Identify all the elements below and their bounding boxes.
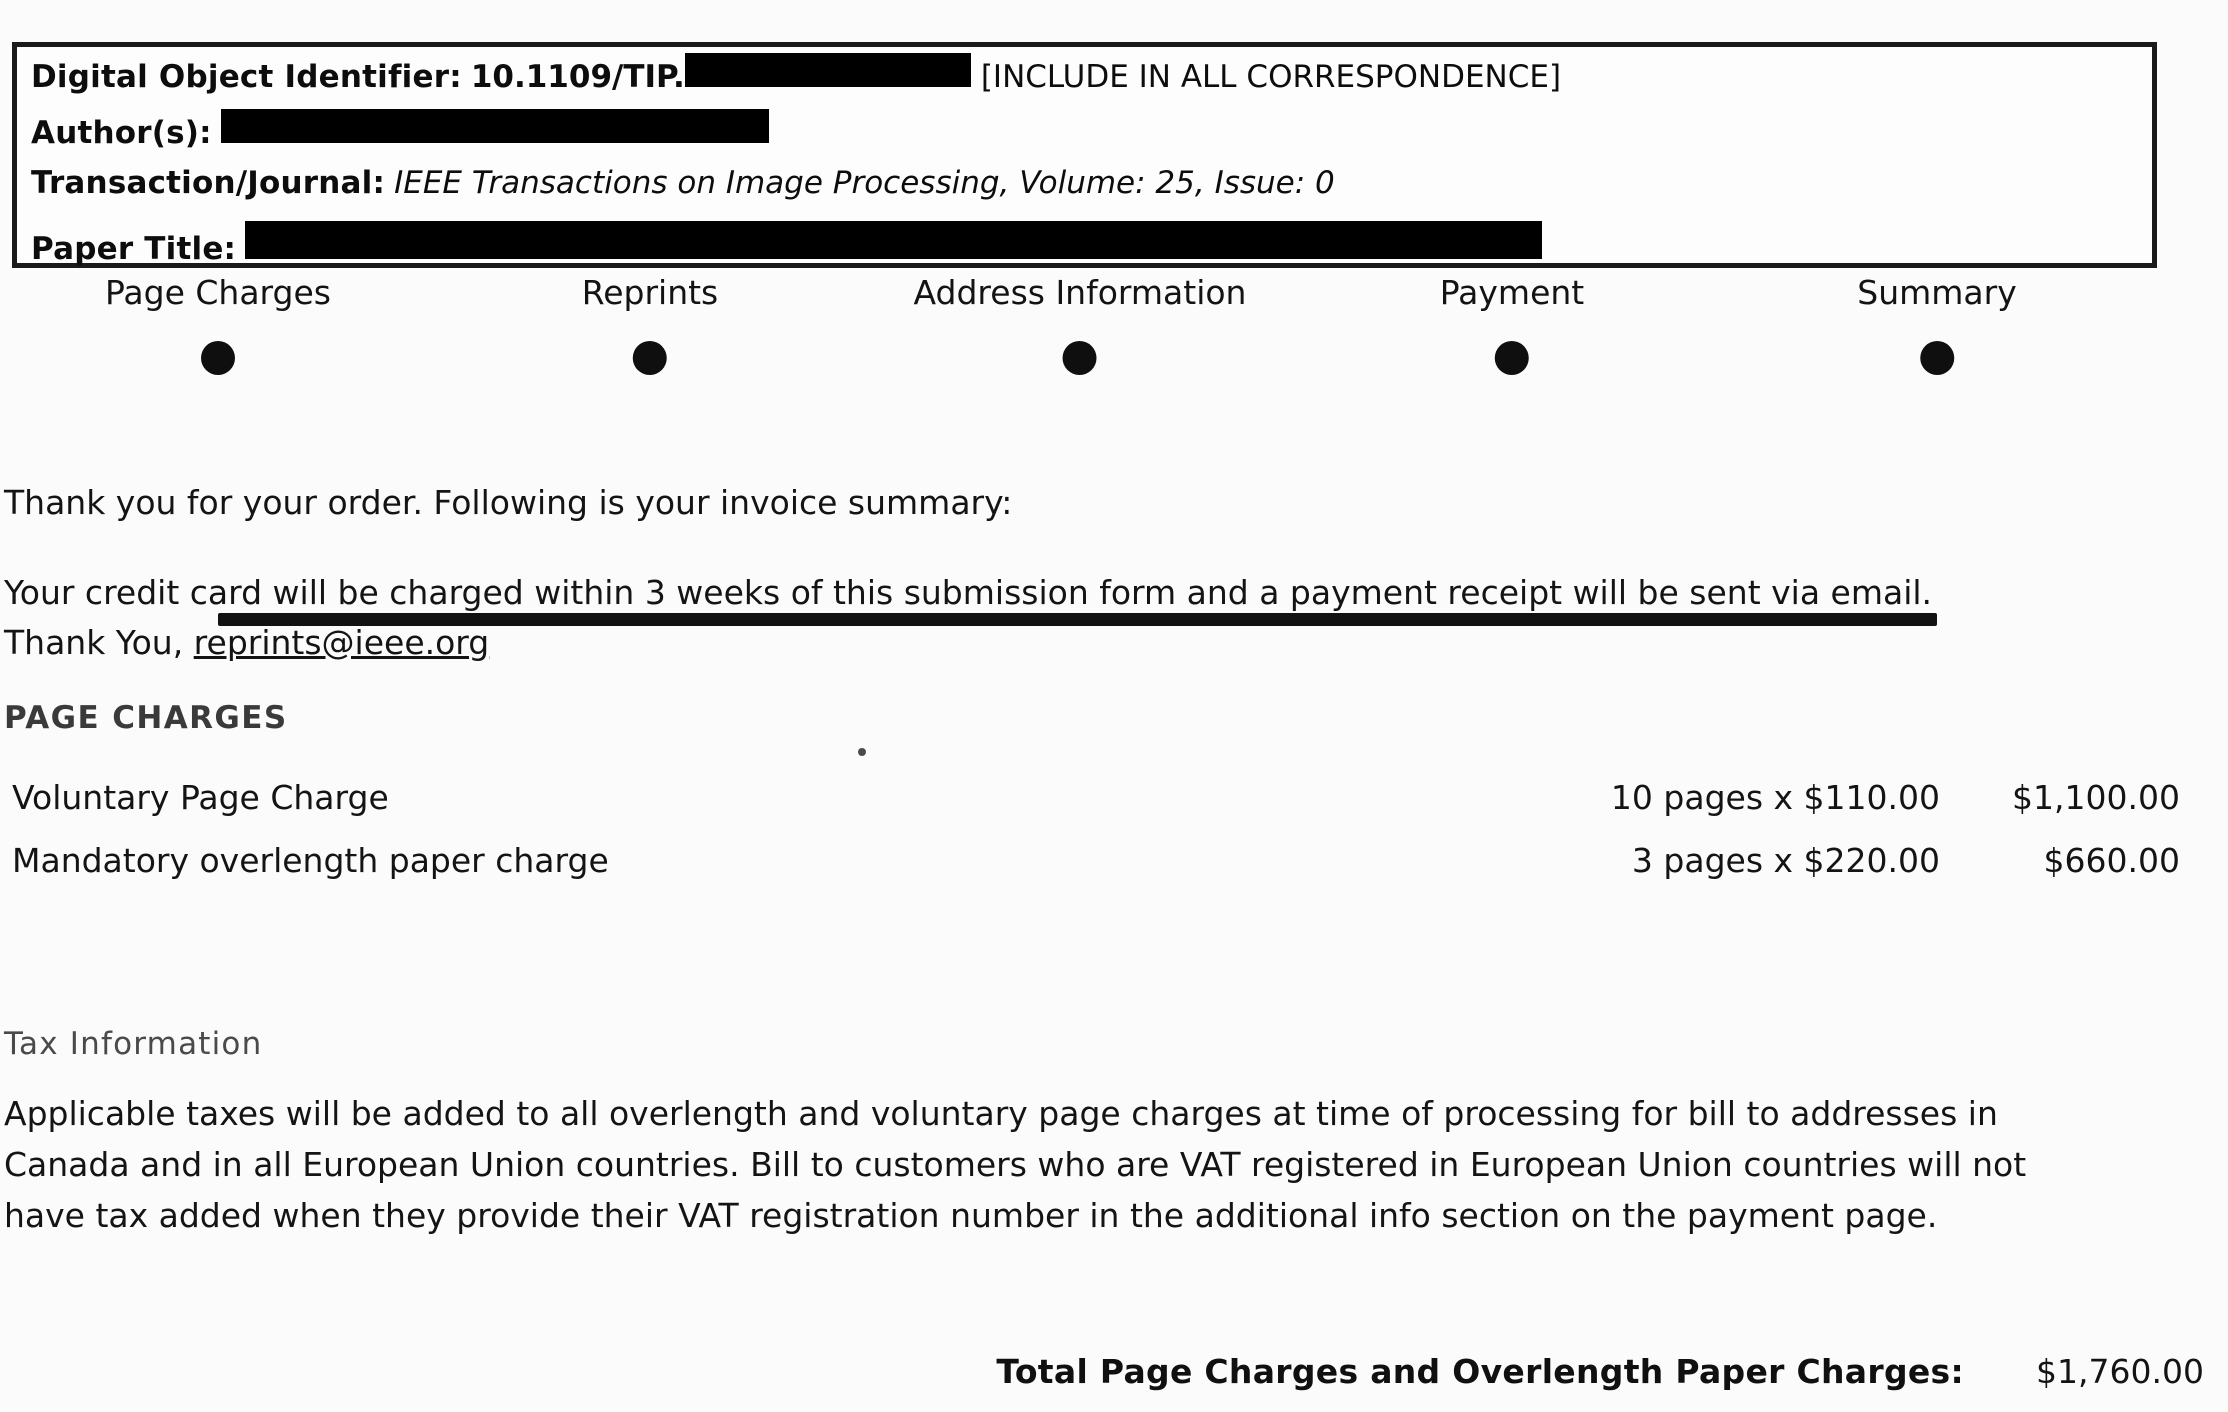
charge-line-item <box>0 778 2200 841</box>
journal-row <box>31 165 2148 221</box>
charge-note-line2: Thank You, <box>4 623 194 662</box>
doi-redaction-bar <box>685 53 971 87</box>
charge-description: Voluntary Page Charge <box>12 778 389 817</box>
tax-information-heading: Tax Information <box>4 1026 263 1062</box>
stepper-step-payment[interactable] <box>1440 272 1584 314</box>
charge-quantity: 10 pages x $110.00 <box>1610 778 1940 817</box>
charge-amount: $1,100.00 <box>2012 778 2180 817</box>
page-charges-table <box>0 778 2200 904</box>
thank-you-text: Thank you for your order. Following is your invoice summary: <box>4 483 1013 522</box>
authors-label: Author(s): <box>31 115 212 151</box>
authors-redaction-bar <box>221 109 769 143</box>
charge-note-text <box>4 568 2204 668</box>
stepper-step-label: Address Information <box>913 273 1247 312</box>
stepper-step-dot <box>633 341 667 375</box>
stepper-step-dot <box>1495 341 1529 375</box>
charge-line-item <box>0 841 2200 904</box>
journal-label: Transaction/Journal: <box>31 165 386 201</box>
stepper-step-label: Summary <box>1857 273 2017 312</box>
charge-note-line1: Your credit card will be charged within 3 weeks of this submission form and a payment receipt will be sent via email. <box>4 573 1933 612</box>
page-charges-heading: PAGE CHARGES <box>4 700 288 736</box>
charge-quantity: 3 pages x $220.00 <box>1631 841 1940 880</box>
doi-label: Digital Object Identifier: <box>31 59 462 95</box>
stepper-step-summary[interactable] <box>1857 272 2016 314</box>
stepper-step-label: Reprints <box>581 273 719 312</box>
stepper-step-address-information[interactable] <box>914 272 1247 314</box>
paper-title-label: Paper Title: <box>31 231 237 267</box>
checkout-stepper <box>0 272 2228 382</box>
charge-amount: $660.00 <box>2043 841 2180 880</box>
stepper-step-label: Payment <box>1439 273 1585 312</box>
reprints-email-link[interactable]: reprints@ieee.org <box>193 623 490 662</box>
doi-value: 10.1109/TIP. <box>470 59 685 95</box>
charge-description: Mandatory overlength paper charge <box>12 841 609 880</box>
correspondence-note: [INCLUDE IN ALL CORRESPONDENCE] <box>980 59 1562 95</box>
doi-row <box>31 53 2148 109</box>
stepper-step-dot <box>1063 341 1097 375</box>
journal-value: IEEE Transactions on Image Processing, Volume: 25, Issue: 0 <box>394 165 1335 201</box>
scan-speck-artifact <box>858 748 866 756</box>
total-charges-amount: $1,760.00 <box>2036 1352 2204 1391</box>
stepper-step-dot <box>1920 341 1954 375</box>
stepper-step-dot <box>201 341 235 375</box>
paper-title-row <box>31 221 2148 277</box>
article-info-rows <box>31 53 2148 277</box>
authors-row <box>31 109 2148 165</box>
paper-title-redaction-bar <box>245 221 1542 259</box>
stepper-step-page-charges[interactable] <box>105 272 331 314</box>
total-charges-row <box>0 1352 2216 1391</box>
stepper-step-label: Page Charges <box>105 273 331 312</box>
total-charges-label: Total Page Charges and Overlength Paper Charges: <box>996 1352 1964 1391</box>
tax-information-body: Applicable taxes will be added to all overlength and voluntary page charges at time of processing for bill to addresses in Canada and in all European Union countries. Bill to customers who are VAT registered in European Union countries will not have tax added when they provide their VAT registration number in the additional info section on the payment page. <box>4 1094 2027 1235</box>
stepper-step-reprints[interactable] <box>582 272 718 314</box>
article-info-box <box>12 42 2157 268</box>
